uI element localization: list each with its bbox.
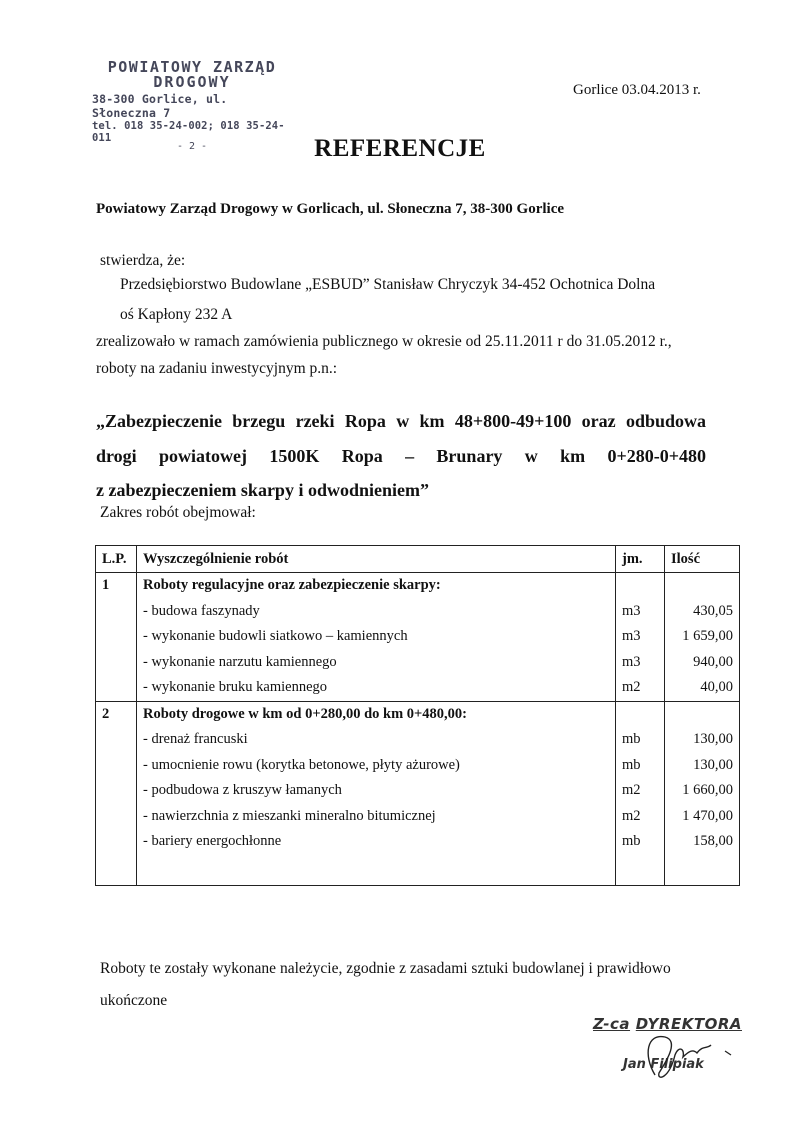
states-text: stwierdza, że:	[100, 252, 186, 269]
item-qty: 430,05	[665, 599, 740, 625]
item-qty: 1 470,00	[665, 804, 740, 830]
scope-text: Zakres robót obejmował:	[100, 504, 256, 521]
closing-line-2: ukończone	[100, 992, 168, 1009]
realization-text: zrealizowało w ramach zamówienia publicznego w okresie od 25.11.2011 r do 31.05.2012 r.,	[96, 333, 672, 350]
item-name: - podbudowa z kruszyw łamanych	[137, 778, 616, 804]
table-empty-row	[96, 855, 740, 886]
role-title: DYREKTORA	[635, 1015, 742, 1033]
stamp-line-5: - 2 -	[176, 141, 208, 152]
item-unit: m3	[616, 624, 665, 650]
table-row	[96, 778, 740, 804]
issuer-line: Powiatowy Zarząd Drogowy w Gorlicach, ul. Słoneczna 7, 38-300 Gorlice	[96, 201, 565, 217]
document-date: Gorlice 03.04.2013 r.	[573, 82, 701, 98]
section-title: Roboty regulacyjne oraz zabezpieczenie skarpy:	[137, 573, 616, 599]
item-unit: m2	[616, 675, 665, 701]
table-row	[96, 804, 740, 830]
contractor-line-2: oś Kapłony 232 A	[120, 306, 233, 323]
table-row	[96, 753, 740, 779]
table-row	[96, 599, 740, 625]
item-name: - bariery energochłonne	[137, 829, 616, 855]
contractor-line-1: Przedsiębiorstwo Budowlane „ESBUD” Stanisław Chryczyk 34-452 Ochotnica Dolna	[120, 276, 656, 293]
item-name: - umocnienie rowu (korytka betonowe, płyty ażurowe)	[137, 753, 616, 779]
item-unit: m3	[616, 599, 665, 625]
section-title: Roboty drogowe w km od 0+280,00 do km 0+480,00:	[137, 701, 616, 727]
item-name: - nawierzchnia z mieszanki mineralno bitumicznej	[137, 804, 616, 830]
item-qty: 1 659,00	[665, 624, 740, 650]
table-row	[96, 727, 740, 753]
subject-line-1: „Zabezpieczenie brzegu rzeki Ropa w km 48+800-49+100 oraz odbudowa	[96, 411, 706, 431]
table-row	[96, 829, 740, 855]
works-on-text: roboty na zadaniu inwestycyjnym p.n.:	[96, 360, 338, 377]
table-section-row	[96, 701, 740, 727]
item-qty: 158,00	[665, 829, 740, 855]
item-unit: m2	[616, 804, 665, 830]
item-name: - wykonanie bruku kamiennego	[137, 675, 616, 701]
item-qty: 130,00	[665, 753, 740, 779]
item-qty: 130,00	[665, 727, 740, 753]
table-row	[96, 624, 740, 650]
table-section-row	[96, 573, 740, 599]
works-table	[95, 545, 740, 886]
stamp-line-1: POWIATOWY ZARZĄD	[107, 58, 277, 76]
item-name: - drenaż francuski	[137, 727, 616, 753]
subject-line-3: z zabezpieczeniem skarpy i odwodnieniem”	[96, 480, 429, 500]
item-unit: mb	[616, 753, 665, 779]
item-unit: mb	[616, 727, 665, 753]
header-qty: Ilość	[665, 546, 740, 573]
item-qty: 40,00	[665, 675, 740, 701]
stamp-line-3: 38-300 Gorlice, ul. Słoneczna 7	[92, 92, 228, 120]
signature-block	[585, 1015, 765, 1095]
section-number: 2	[96, 701, 137, 727]
section-number: 1	[96, 573, 137, 599]
handwritten-signature	[585, 1015, 765, 1095]
item-unit: mb	[616, 829, 665, 855]
table-row	[96, 650, 740, 676]
stamp-line-2: DROGOWY	[153, 73, 231, 91]
item-name: - budowa faszynady	[137, 599, 616, 625]
header-item: Wyszczególnienie robót	[137, 546, 616, 573]
signatory-name: Jan Filipiak	[623, 1057, 704, 1072]
stamp-line-4: tel. 018 35-24-002; 018 35-24-011	[92, 120, 285, 144]
item-qty: 940,00	[665, 650, 740, 676]
item-unit: m3	[616, 650, 665, 676]
document-title: REFERENCJE	[314, 135, 486, 162]
item-unit: m2	[616, 778, 665, 804]
item-name: - wykonanie budowli siatkowo – kamiennych	[137, 624, 616, 650]
item-qty: 1 660,00	[665, 778, 740, 804]
role-prefix: Z-ca	[593, 1015, 631, 1033]
header-unit: jm.	[616, 546, 665, 573]
closing-line-1: Roboty te zostały wykonane należycie, zgodnie z zasadami sztuki budowlanej i prawidłowo	[100, 960, 671, 977]
table-row	[96, 675, 740, 701]
header-lp: L.P.	[96, 546, 137, 573]
subject-line-2: drogi powiatowej 1500K Ropa – Brunary w km 0+280-0+480	[96, 445, 706, 466]
closing-statement	[100, 953, 740, 1017]
table-header-row	[96, 546, 740, 573]
investment-subject	[96, 404, 706, 508]
item-name: - wykonanie narzutu kamiennego	[137, 650, 616, 676]
